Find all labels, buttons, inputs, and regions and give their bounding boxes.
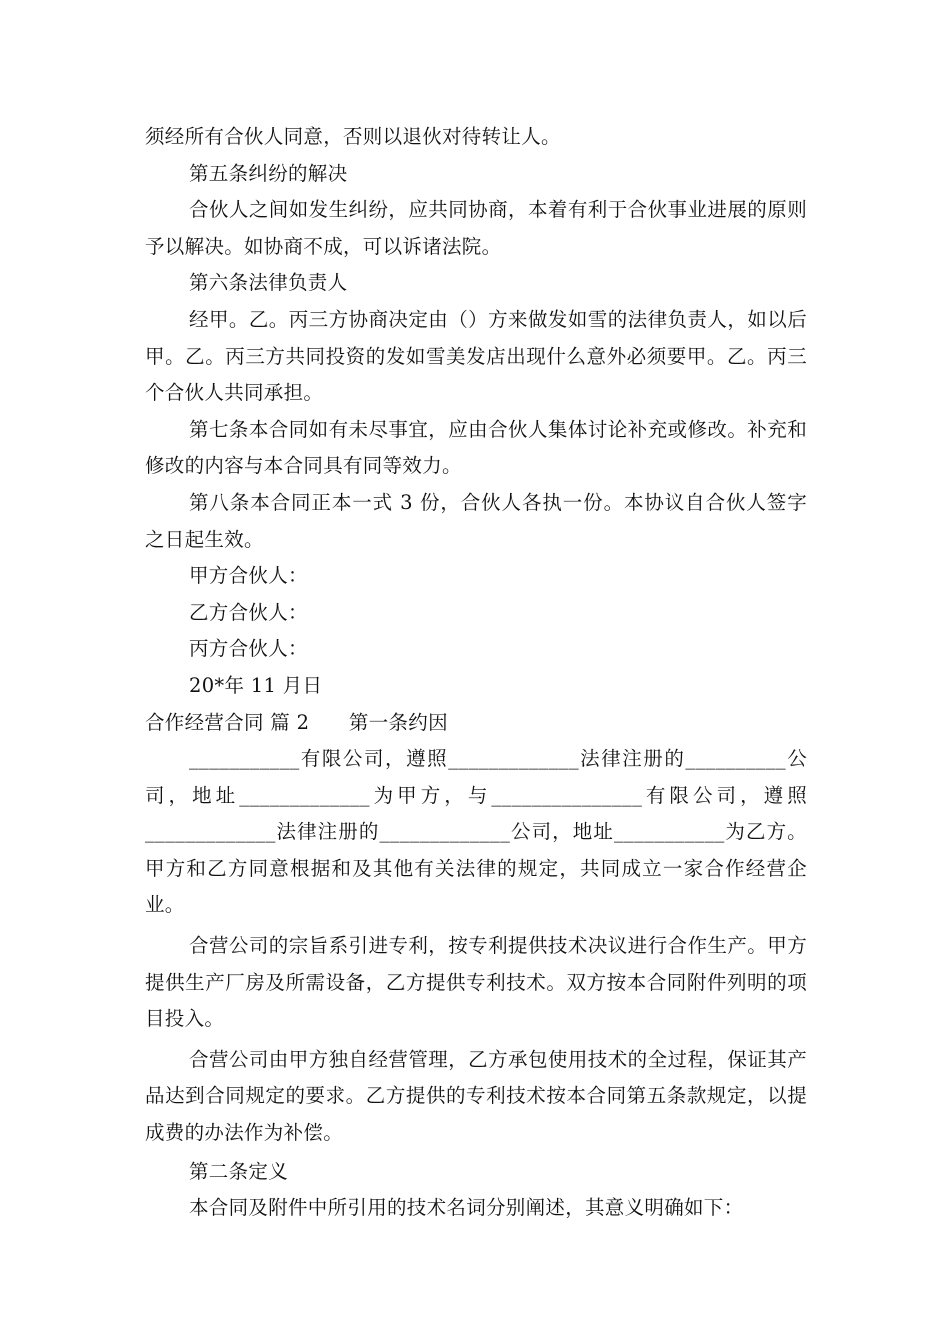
paragraph-legal-representative: 经甲。乙。丙三方协商决定由（）方来做发如雪的法律负责人，如以后甲。乙。丙三方共同投资的发如雪美发店出现什么意外必须要甲。乙。丙三个合伙人共同承担。 xyxy=(145,307,807,405)
signature-party-b: 乙方合伙人： xyxy=(189,600,308,624)
signature-party-c: 丙方合伙人： xyxy=(189,637,308,661)
contract-2-heading: 合作经营合同 篇 2 第一条约因 xyxy=(145,710,448,734)
paragraph-transfer-consent: 须经所有合伙人同意，否则以退伙对待转让人。 xyxy=(145,125,561,148)
signature-date: 20*年 11 月日 xyxy=(189,673,323,697)
paragraph-company-purpose: 合营公司的宗旨系引进专利，按专利提供技术决议进行合作生产。甲方提供生产厂房及所需设备，乙方提供专利技术。双方按本合同附件列明的项目投入。 xyxy=(145,934,807,1031)
signature-party-a: 甲方合伙人： xyxy=(189,564,308,588)
paragraph-article-7-supplements: 第七条本合同如有未尽事宜，应由合伙人集体讨论补充或修改。补充和修改的内容与本合同具有同等效力。 xyxy=(145,417,807,478)
paragraph-article-8-copies: 第八条本合同正本一式 3 份，合伙人各执一份。本协议自合伙人签字之日起生效。 xyxy=(145,490,807,551)
heading-article-6-legal-representative: 第六条法律负责人 xyxy=(189,271,348,295)
paragraph-parties: ___________有限公司，遵照_____________法律注册的__________公司，地址_____________为甲方，与_______________有限公司，遵照_____________法律注册的_____________公司，地址___________为乙方。甲方和乙方同意根据和及其他有关法律的规定，共同成立一家合作经营企业。 xyxy=(145,747,807,917)
paragraph-dispute-resolution: 合伙人之间如发生纠纷，应共同协商，本着有利于合伙事业进展的原则予以解决。如协商不成，可以诉诸法院。 xyxy=(145,198,807,258)
paragraph-definitions-intro: 本合同及附件中所引用的技术名词分别阐述，其意义明确如下： xyxy=(189,1196,744,1220)
document-body xyxy=(145,119,807,1227)
heading-article-2-definitions: 第二条定义 xyxy=(189,1159,289,1183)
paragraph-management: 合营公司由甲方独自经营管理，乙方承包使用技术的全过程，保证其产品达到合同规定的要求。乙方提供的专利技术按本合同第五条款规定，以提成费的办法作为补偿。 xyxy=(145,1047,807,1145)
heading-article-5-disputes: 第五条纠纷的解决 xyxy=(189,161,348,185)
